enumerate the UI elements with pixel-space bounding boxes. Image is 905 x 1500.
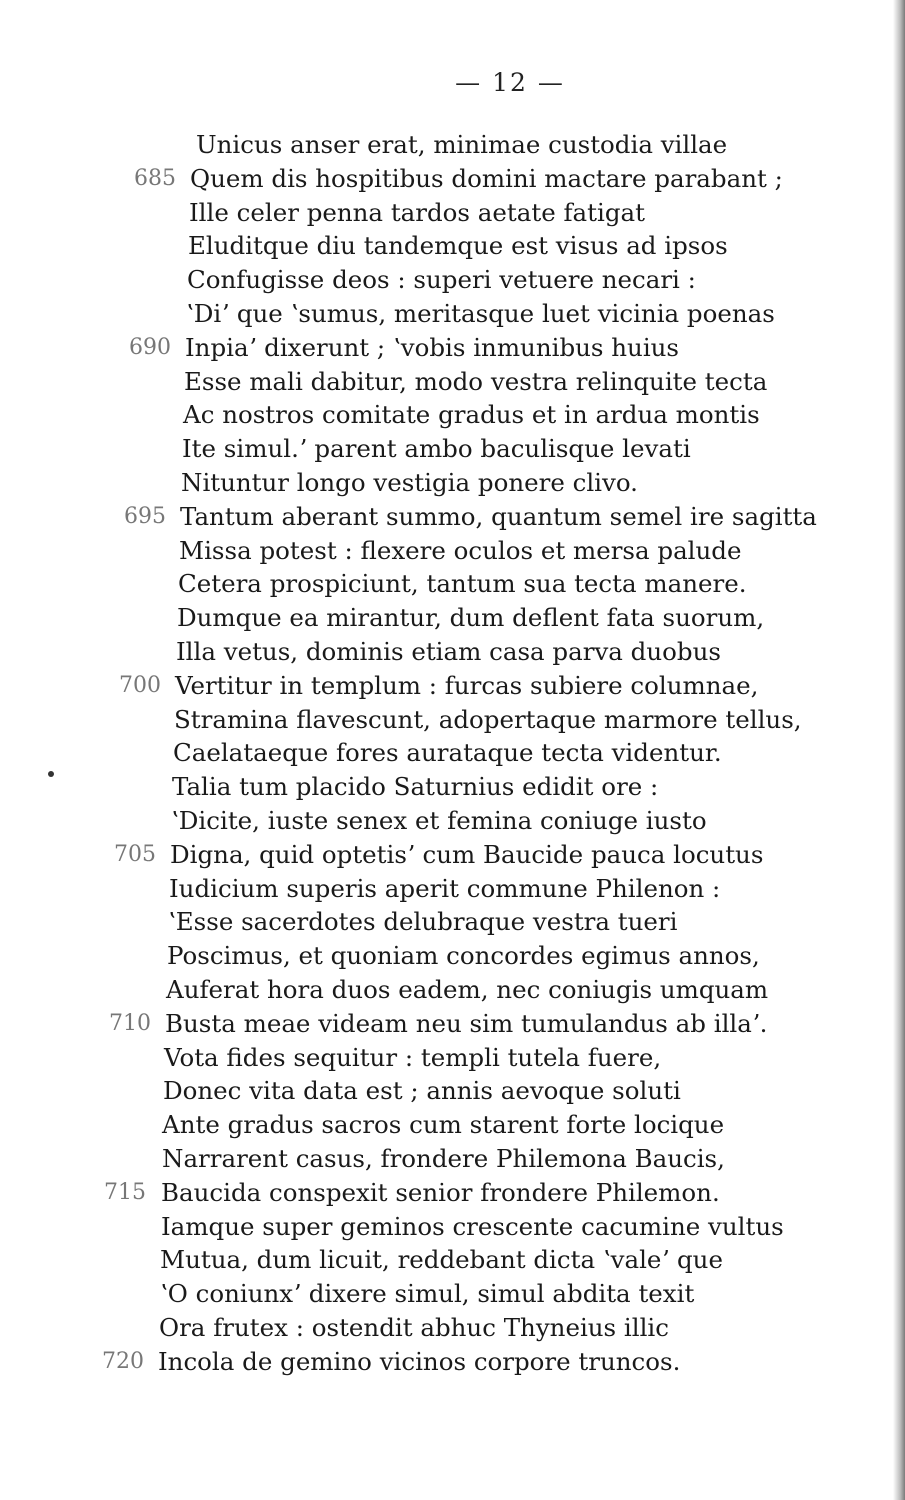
verse-text: Cetera prospiciunt, tantum sua tecta manere. [178, 569, 747, 599]
verse-text: Missa potest : flexere oculos et mersa palude [179, 535, 742, 565]
verse-line [0, 1007, 905, 1041]
verse-text: Incola de gemino vicinos corpore truncos. [158, 1346, 681, 1376]
verse-line [0, 162, 905, 196]
verse-line [0, 196, 905, 230]
line-number: 685 [134, 165, 176, 191]
page-number: — 12 — [455, 68, 565, 97]
verse-line [0, 263, 905, 297]
verse-line [0, 973, 905, 1007]
verse-line [0, 1074, 905, 1108]
verse-line [0, 365, 905, 399]
verse-line [0, 736, 905, 770]
verse-text: Vota fides sequitur : templi tutela fuere, [164, 1042, 662, 1072]
verse-text: Mutua, dum licuit, reddebant dicta ʽvaleʼ que [160, 1245, 723, 1275]
verse-line [0, 1277, 905, 1311]
verse-text: Ora frutex : ostendit abhuc Thyneius illic [159, 1312, 669, 1342]
verse-text: Ite simul.ʼ parent ambo baculisque levati [182, 434, 691, 464]
verse-text: Vertitur in templum : furcas subiere columnae, [175, 670, 759, 700]
verse-line [0, 872, 905, 906]
verse-line [0, 1108, 905, 1142]
verse-text: Tantum aberant summo, quantum semel ire sagitta [180, 501, 817, 531]
poem-text [0, 128, 905, 1378]
verse-text: ʽDicite, iuste senex et femina coniuge iusto [171, 805, 707, 835]
verse-text: Donec vita data est ; annis aevoque soluti [163, 1076, 681, 1106]
verse-line [0, 500, 905, 534]
verse-line [0, 703, 905, 737]
verse-line [0, 1176, 905, 1210]
verse-line [0, 1243, 905, 1277]
verse-line [0, 770, 905, 804]
verse-line [0, 1041, 905, 1075]
verse-text: ʽEsse sacerdotes delubraque vestra tueri [168, 907, 678, 937]
verse-text: Unicus anser erat, minimae custodia villae [196, 130, 728, 159]
verse-text: Quem dis hospitibus domini mactare parabant ; [190, 163, 783, 193]
verse-text: Illa vetus, dominis etiam casa parva duobus [176, 636, 721, 666]
verse-text: ʽO coniunxʼ dixere simul, simul abdita texit [160, 1279, 695, 1309]
line-number: 695 [124, 503, 166, 529]
verse-line [0, 128, 905, 162]
verse-text: Ante gradus sacros cum starent forte locique [162, 1110, 725, 1140]
verse-text: Iamque super geminos crescente cacumine vultus [161, 1211, 784, 1241]
verse-text: Busta meae videam neu sim tumulandus ab illaʼ. [165, 1008, 768, 1038]
verse-text: Poscimus, et quoniam concordes egimus annos, [167, 941, 760, 971]
verse-line [0, 466, 905, 500]
verse-line [0, 229, 905, 263]
verse-line [0, 601, 905, 635]
verse-text: Narrarent casus, frondere Philemona Baucis, [162, 1143, 725, 1173]
line-number: 710 [109, 1010, 151, 1036]
line-number: 715 [104, 1179, 146, 1205]
verse-text: Talia tum placido Saturnius edidit ore : [172, 772, 659, 802]
verse-line [0, 331, 905, 365]
verse-line [0, 1142, 905, 1176]
verse-text: Inpiaʼ dixerunt ; ʽvobis inmunibus huius [185, 332, 680, 362]
line-number: 690 [129, 334, 171, 360]
verse-line [0, 838, 905, 872]
verse-text: Iudicium superis aperit commune Philenon : [169, 873, 721, 903]
line-number: 720 [102, 1348, 144, 1374]
verse-line [0, 1345, 905, 1379]
verse-text: Dumque ea mirantur, dum deflent fata suorum, [177, 603, 765, 633]
verse-line [0, 432, 905, 466]
verse-text: Digna, quid optetisʼ cum Baucide pauca locutus [170, 839, 764, 869]
verse-text: Esse mali dabitur, modo vestra relinquite tecta [184, 366, 768, 396]
verse-line [0, 398, 905, 432]
ink-speck [48, 771, 54, 777]
verse-line [0, 939, 905, 973]
verse-line [0, 905, 905, 939]
verse-line [0, 567, 905, 601]
verse-line [0, 534, 905, 568]
verse-text: Confugisse deos : superi vetuere necari : [187, 265, 696, 295]
line-number: 700 [119, 672, 161, 698]
line-number: 705 [114, 841, 156, 867]
verse-text: Ille celer penna tardos aetate fatigat [189, 197, 645, 227]
verse-text: Baucida conspexit senior frondere Philemon. [161, 1177, 720, 1207]
verse-line [0, 1210, 905, 1244]
verse-text: Ac nostros comitate gradus et in ardua montis [183, 400, 760, 430]
verse-line [0, 669, 905, 703]
verse-text: Eluditque diu tandemque est visus ad ipsos [188, 231, 728, 261]
verse-line [0, 804, 905, 838]
verse-text: Auferat hora duos eadem, nec coniugis umquam [166, 974, 769, 1004]
verse-text: Caelataeque fores aurataque tecta videntur. [173, 738, 722, 768]
verse-line [0, 635, 905, 669]
verse-line [0, 297, 905, 331]
verse-line [0, 1311, 905, 1345]
verse-text: ʽDiʼ que ʽsumus, meritasque luet vicinia poenas [186, 298, 775, 328]
verse-text: Nituntur longo vestigia ponere clivo. [181, 467, 638, 497]
verse-text: Stramina flavescunt, adopertaque marmore tellus, [174, 704, 802, 734]
